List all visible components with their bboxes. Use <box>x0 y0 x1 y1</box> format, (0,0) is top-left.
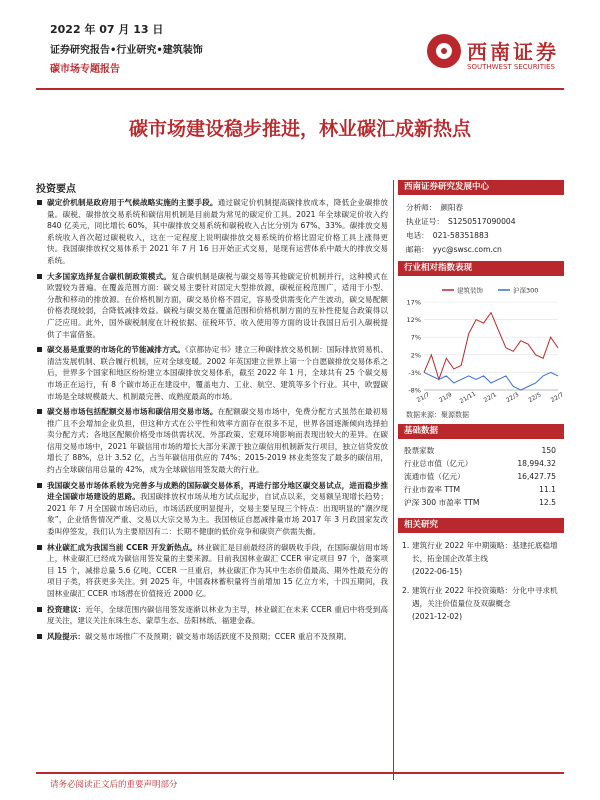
relative-index-chart <box>398 280 564 406</box>
key-point-text: 通过碳定价机制提高碳排放成本，降低企业碳排放量。碳税、碳排放交易系统和碳信用机制是目前最为常见的碳定价工具。2021 年全球碳定价收入约 840 亿美元，同比增长 60%，其中碳排放交易系统和碳税收入占比分别为 67%、33%。碳排放交易系统收入首次超过碳税收入，这在一定程度上说明碳排放交易系统的价格比固定价格工具上涨得更快。我国碳排放权交易体系于 2021 年 7 月 16 日开始正式交易，是现有运营体系中最大的排放交易系统。 <box>47 198 388 265</box>
stat-label: 流通市值（亿元） <box>404 471 465 481</box>
analyst-phone-label: 电话： <box>406 231 429 240</box>
key-point-text: 复合碳机制是碳税与碳交易等其他碳定价机制并行，这种模式在欧盟较为普遍。在覆盖范围方面：碳交易主要针对固定大型排放源，碳税征税范围广，适用于小型、分散和移动的排放源。在价格机制方面，碳交易价格不固定，容易受供需变化产生波动，碳交易配额价格表现较弱，合降低减排效益。碳税与碳交易在覆盖范围和价格机制方面的互补性使复合政策得以广泛应用。此外，国外碳税制度在计税依据、征税环节、收入使用等方面的设计我国日后引入碳税提供了丰富借鉴。 <box>47 271 388 339</box>
x-tick-label: 22/5 <box>527 391 543 405</box>
key-point-lead: 投资建议： <box>47 604 86 614</box>
key-point-paragraph <box>36 344 388 402</box>
key-point-lead: 林业碳汇成为我国当前 CCER 开发新热点。 <box>47 542 197 552</box>
chart-source: 数据来源：聚源数据 <box>406 411 469 419</box>
x-tick-label: 22/1 <box>482 391 498 405</box>
y-tick-label: 17% <box>406 298 421 307</box>
stat-value: 18,994.32 <box>517 458 556 468</box>
square-bullet-icon <box>37 274 42 279</box>
stat-value: 150 <box>541 445 556 455</box>
related-text: 建筑行业 2022 年中期策略：基建托底稳增长，拓金国企改革主线 <box>412 541 558 563</box>
key-point-lead: 碳交易是重要的市场化的节能减排方式。 <box>47 345 185 355</box>
analyst-name-label: 分析师： <box>406 203 437 212</box>
series-line-0 <box>424 313 558 380</box>
basic-data-table <box>398 443 564 508</box>
logo-name-en: SOUTHWEST SECURITIES <box>467 63 555 71</box>
header-divider <box>36 88 564 90</box>
report-date: 2022 年 07 月 13 日 <box>50 23 164 36</box>
square-bullet-icon <box>37 347 42 352</box>
key-point-paragraph <box>36 542 388 600</box>
analyst-license: S1250517090004 <box>447 217 516 226</box>
square-bullet-icon <box>37 409 42 414</box>
table-row <box>398 456 564 469</box>
institute-bar: 西南证券研究发展中心 <box>398 180 564 195</box>
logo-name-cn: 西南证券 <box>467 40 559 64</box>
analyst-info <box>398 195 564 261</box>
page-title: 碳市场建设稳步推进，林业碳汇成新热点 <box>128 118 471 140</box>
square-bullet-icon <box>37 545 42 550</box>
related-date: (2021-12-02) <box>412 612 463 621</box>
sidebar <box>398 180 564 623</box>
legend-label: 沪深300 <box>513 286 539 295</box>
stat-value: 11.1 <box>539 484 556 494</box>
footer-divider <box>36 772 564 774</box>
analyst-email-label: 邮箱： <box>406 245 429 254</box>
series-line-1 <box>424 372 558 390</box>
key-point-paragraph <box>36 604 388 627</box>
y-tick-label: -8% <box>408 386 421 395</box>
key-point-text: 近年，全球范围内碳信用签发逐渐以林业为主导，林业碳汇在未来 CCER 重启中将受到高度关注，建议关注东珠生态、蒙草生态、岳阳林纸、福建金森。 <box>47 604 388 626</box>
analyst-phone: 021-58351883 <box>432 231 489 240</box>
analyst-name-row <box>406 201 556 215</box>
relative-index-chart-svg <box>398 280 564 406</box>
chart-bar: 行业相对指数表现 <box>398 261 564 276</box>
footer-disclaimer: 请务必阅读正文后的重要声明部分 <box>50 780 178 790</box>
related-num: 1. <box>402 541 410 550</box>
key-point-text: 在配额碳交易市场中，免费分配方式虽然在最初易推广且不会增加企业负担，但这种方式在公平性和效率方面存在很多不足，世界各国逐渐倾向选择拍卖分配方式；各地区配额价格受市场供需状况、外部政策、宏观环境影响而表现出较大的差异。在碳信用交易市场中，2021 年碳信用市场的增长大部分来源于独立碳信用机制新发行项目，独立信贷发放增长了 88%，总计 3.52 亿，占当年碳信用供应的 74%；2015-2019 林业类签发了最多的碳信用，约占全球碳信用总量的 42%，成为全球碳信用签发最大的行业。 <box>47 407 388 475</box>
report-type: 证券研究报告•行业研究•建筑装饰 <box>50 45 203 56</box>
company-logo <box>427 34 567 80</box>
key-point-text: 我国碳排放权市场从地方试点起步，自试点以来，交易额呈现增长趋势；2021 年 7 月全国碳市场启动后，市场活跃度明显提升，交易主要呈现三个特点：出现明显的“潮汐现象”，企业惜售情况严重、交易以大宗交易为主。我国核证自愿减排量市场 2017 年 3 月政国家发改委叫停签发，我们认为主要原因有二：长期不健康的低价竞争和碳资产供需失衡。 <box>47 492 388 537</box>
analyst-name: 颜阳春 <box>440 203 464 212</box>
stat-label: 沪深 300 市盈率 TTM <box>404 497 480 507</box>
key-point-paragraph <box>36 271 388 341</box>
analyst-license-row <box>406 215 556 229</box>
x-tick-label: 21/9 <box>437 391 454 405</box>
key-point-text: 《京都协定书》建立三种碳排放交易机制：国际排放贸易机、清洁发展机制、联合履行机制，应对全球变暖。2002 年英国建立世界上第一个自愿碳排放交易体系之后，世界多个国家和地区纷纷建立本国碳排放交易体系，截至 2022 年 1 月，全球共有 25 个碳交易市场正在运行，有 8 个碳市场正在建设中，覆盖电力、工业、航空、建筑等多个行业。其中，欧盟碳市场是全球规模最大、机制最完善、成熟度最高的市场。 <box>47 345 388 401</box>
key-point-lead: 风险提示： <box>47 631 85 641</box>
square-bullet-icon <box>37 483 42 488</box>
related-research-item[interactable] <box>398 584 564 623</box>
square-bullet-icon <box>37 200 42 205</box>
analyst-phone-row <box>406 229 556 243</box>
y-tick-label: 2% <box>410 351 421 360</box>
key-point-lead: 大多国家选择复合碳机制政策模式。 <box>47 271 172 281</box>
y-tick-label: 7% <box>410 333 421 342</box>
stat-label: 股票家数 <box>404 445 435 455</box>
square-bullet-icon <box>37 634 42 639</box>
key-points-heading: 投资要点 <box>36 184 76 195</box>
stats-bar: 基础数据 <box>398 424 564 439</box>
y-tick-label: 12% <box>406 316 421 325</box>
key-point-paragraph <box>36 197 388 267</box>
y-tick-label: -3% <box>408 368 421 377</box>
key-points-section <box>36 180 388 646</box>
stat-value: 12.5 <box>539 497 556 507</box>
column-divider <box>393 180 394 780</box>
key-point-paragraph <box>36 631 388 643</box>
key-point-paragraph <box>36 480 388 538</box>
related-num: 2. <box>402 586 410 595</box>
logo-mark-icon <box>427 34 461 68</box>
table-row <box>398 443 564 456</box>
key-point-paragraph <box>36 406 388 476</box>
x-tick-label: 21/7 <box>415 391 431 405</box>
key-point-lead: 碳交易市场包括配额交易市场和碳信用交易市场。 <box>47 407 218 417</box>
stat-label: 行业市盈率 TTM <box>404 484 461 494</box>
stat-label: 行业总市值（亿元） <box>404 458 473 468</box>
related-research-bar: 相关研究 <box>398 518 564 533</box>
table-row <box>398 469 564 482</box>
related-research-item[interactable] <box>398 539 564 578</box>
square-bullet-icon <box>37 607 42 612</box>
x-tick-label: 21/11 <box>458 390 478 406</box>
analyst-email-row <box>406 243 556 257</box>
report-series: 碳市场专题报告 <box>50 64 120 75</box>
table-row <box>398 482 564 495</box>
key-point-lead: 我国碳交易市场体系较为完善多与成熟的国际碳交易体系，再进行部分地区碳交易试点，进而稳步推进全国碳市场建设的思路。 <box>47 480 388 502</box>
key-point-text: 林业碳汇是目前最经济的碳吸收手段，在国际碳信用市场上，林业碳汇已经成为碳信用签发量的主要来源。目前我国林业碳汇 CCER 审定项目 97 个，备案项目 15 个，减排总量 5.6 亿吨。CCER 一旦重启，林业碳汇作为其中生态价值最高、期外性最充分的项目子类，将获更多关注。到 2025 年，中国森林蓄积量将当前增加 15 亿立方米，十四五期间，我国林业碳汇 CCER 市场潜在价值接近 2000 亿。 <box>47 542 388 598</box>
legend-label: 建筑装饰 <box>457 286 483 295</box>
key-point-lead: 碳定价机制是政府用于气候战略实施的主要手段。 <box>47 198 218 207</box>
x-tick-label: 22/7 <box>549 391 564 405</box>
related-date: (2022-06-15) <box>412 567 463 576</box>
table-row <box>398 495 564 508</box>
analyst-email[interactable]: yyc@swsc.com.cn <box>432 245 502 254</box>
key-point-text: 碳交易市场推广不及预期；碳交易市场活跃度不及预期；CCER 重启不及预期。 <box>84 631 352 641</box>
stat-value: 16,427.75 <box>517 471 556 481</box>
x-tick-label: 22/3 <box>504 391 521 405</box>
analyst-license-label: 执业证号： <box>406 217 444 226</box>
related-text: 建筑行业 2022 年投资策略：分化中寻求机遇，关注价值量位及双碳概念 <box>412 586 558 608</box>
